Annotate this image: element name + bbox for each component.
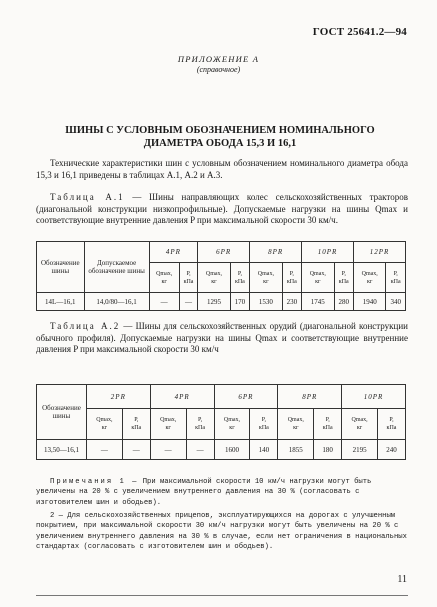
- t1-q-header: Qmax, кг: [353, 263, 385, 293]
- t2-q-header: Qmax, кг: [278, 409, 314, 440]
- table1-caption-label: Таблица А.1: [50, 192, 125, 202]
- table-a1: [36, 241, 406, 311]
- appendix-subtitle: (справочное): [196, 65, 241, 74]
- t1-q-header: Qmax, кг: [198, 263, 230, 293]
- note-1-text: При максимальной скорости 10 км/ч нагрузки могут быть увеличены на 20 % с увеличением внутреннего давления на 30 % (согласовать с изготовителем шин и ободьев).: [36, 478, 372, 507]
- t2-header-ply: 2PR: [86, 385, 150, 409]
- table2-caption: [36, 321, 408, 356]
- t2-cell: 180: [314, 440, 342, 460]
- t1-header-ply: 6PR: [198, 242, 250, 263]
- t1-cell: 1745: [302, 293, 334, 311]
- t2-cell-designation: 13,50—16,1: [37, 440, 87, 460]
- t1-q-header: Qmax, кг: [149, 263, 179, 293]
- section-title: [40, 124, 400, 150]
- t2-cell: —: [122, 440, 150, 460]
- t2-cell: 1855: [278, 440, 314, 460]
- bottom-rule: [36, 595, 408, 596]
- t2-cell: 1600: [214, 440, 250, 460]
- t1-cell: 340: [386, 293, 406, 311]
- t1-p-header: P, кПа: [179, 263, 197, 293]
- t1-cell: 280: [334, 293, 353, 311]
- t1-header-ply: 8PR: [250, 242, 302, 263]
- t2-cell: 240: [378, 440, 406, 460]
- t2-q-header: Qmax, кг: [214, 409, 250, 440]
- t2-header-ply: 6PR: [214, 385, 278, 409]
- t1-q-header: Qmax, кг: [302, 263, 334, 293]
- table2-caption-label: Таблица А.2: [50, 321, 121, 331]
- note-2: [36, 511, 408, 552]
- t2-q-header: Qmax, кг: [342, 409, 378, 440]
- t1-cell: 170: [230, 293, 249, 311]
- t1-header-ply: 4PR: [149, 242, 198, 263]
- table-a2: [36, 384, 406, 460]
- note-2-text: Для сельскохозяйственных прицепов, эксплуатирующихся на дорогах с улучшенным покрытием, при максимальной скорости 30 км/ч нагрузки могут быть увеличены на 20 % с увеличением внутреннего давления на 30 % в случае, если нет ограничения в национальных стандартах (согласовать с изготовителем шин и ободьев).: [36, 512, 407, 551]
- note-1-head: Примечания 1 —: [50, 478, 139, 486]
- intro-paragraph: Технические характеристики шин с условным обозначением номинального диаметра обода 15,3 и 16,1 приведены в таблицах А.1, А.2 и А.3.: [36, 158, 408, 180]
- t2-p-header: P, кПа: [250, 409, 278, 440]
- table-row: [37, 293, 406, 311]
- t1-cell: 1940: [353, 293, 385, 311]
- table2-caption-text: — Шины для сельскохозяйственных орудий (диагональной конструкции обычного профиля). Допускаемые нагрузки на шины Qmax и соответствующие внутренние давления P при максимальной скорости 30 км/ч: [36, 321, 408, 354]
- t2-cell: 2195: [342, 440, 378, 460]
- t2-q-header: Qmax, кг: [150, 409, 186, 440]
- table1-caption-text: — Шины направляющих колес сельскохозяйственных тракторов (диагональной конструкции низкопрофильные). Допускаемые нагрузки на шины Qmax и соответствующие внутренние давления P при максимальной скорости 30 км/ч.: [36, 192, 408, 225]
- t2-header-ply: 8PR: [278, 385, 342, 409]
- t1-p-header: P, кПа: [386, 263, 406, 293]
- t1-q-header: Qmax, кг: [250, 263, 282, 293]
- table-row: [37, 440, 406, 460]
- note-1: [36, 477, 408, 508]
- t2-p-header: P, кПа: [314, 409, 342, 440]
- t2-cell: —: [86, 440, 122, 460]
- t1-header-rim: Допускаемое обозначение шины: [84, 242, 149, 293]
- t1-cell: —: [179, 293, 197, 311]
- t2-header-ply: 10PR: [342, 385, 406, 409]
- section-title-line2: ДИАМЕТРА ОБОДА 15,3 И 16,1: [143, 138, 297, 149]
- t1-cell-rim: 14,0/80—16,1: [84, 293, 149, 311]
- section-title-line1: ШИНЫ С УСЛОВНЫМ ОБОЗНАЧЕНИЕМ НОМИНАЛЬНОГО: [65, 125, 375, 136]
- t1-header-ply: 10PR: [302, 242, 354, 263]
- t1-cell: 230: [282, 293, 301, 311]
- document-number: ГОСТ 25641.2—94: [312, 26, 407, 38]
- t2-q-header: Qmax, кг: [86, 409, 122, 440]
- note-2-head: 2 —: [50, 512, 63, 520]
- t2-p-header: P, кПа: [122, 409, 150, 440]
- t2-p-header: P, кПа: [378, 409, 406, 440]
- t2-header-ply: 4PR: [150, 385, 214, 409]
- t1-cell: 1295: [198, 293, 230, 311]
- t1-cell: 1530: [250, 293, 282, 311]
- t2-header-designation: Обозначение шины: [37, 385, 87, 440]
- t1-p-header: P, кПа: [334, 263, 353, 293]
- t2-cell: —: [186, 440, 214, 460]
- t1-cell-designation: 14L—16,1: [37, 293, 85, 311]
- t1-header-designation: Обозначение шины: [37, 242, 85, 293]
- t2-cell: 140: [250, 440, 278, 460]
- t1-cell: —: [149, 293, 179, 311]
- t2-cell: —: [150, 440, 186, 460]
- t2-p-header: P, кПа: [186, 409, 214, 440]
- appendix-title: ПРИЛОЖЕНИЕ А: [177, 54, 260, 64]
- table1-caption: [36, 192, 408, 227]
- t1-p-header: P, кПа: [230, 263, 249, 293]
- t1-header-ply: 12PR: [353, 242, 405, 263]
- page-number: 11: [397, 574, 407, 585]
- t1-p-header: P, кПа: [282, 263, 301, 293]
